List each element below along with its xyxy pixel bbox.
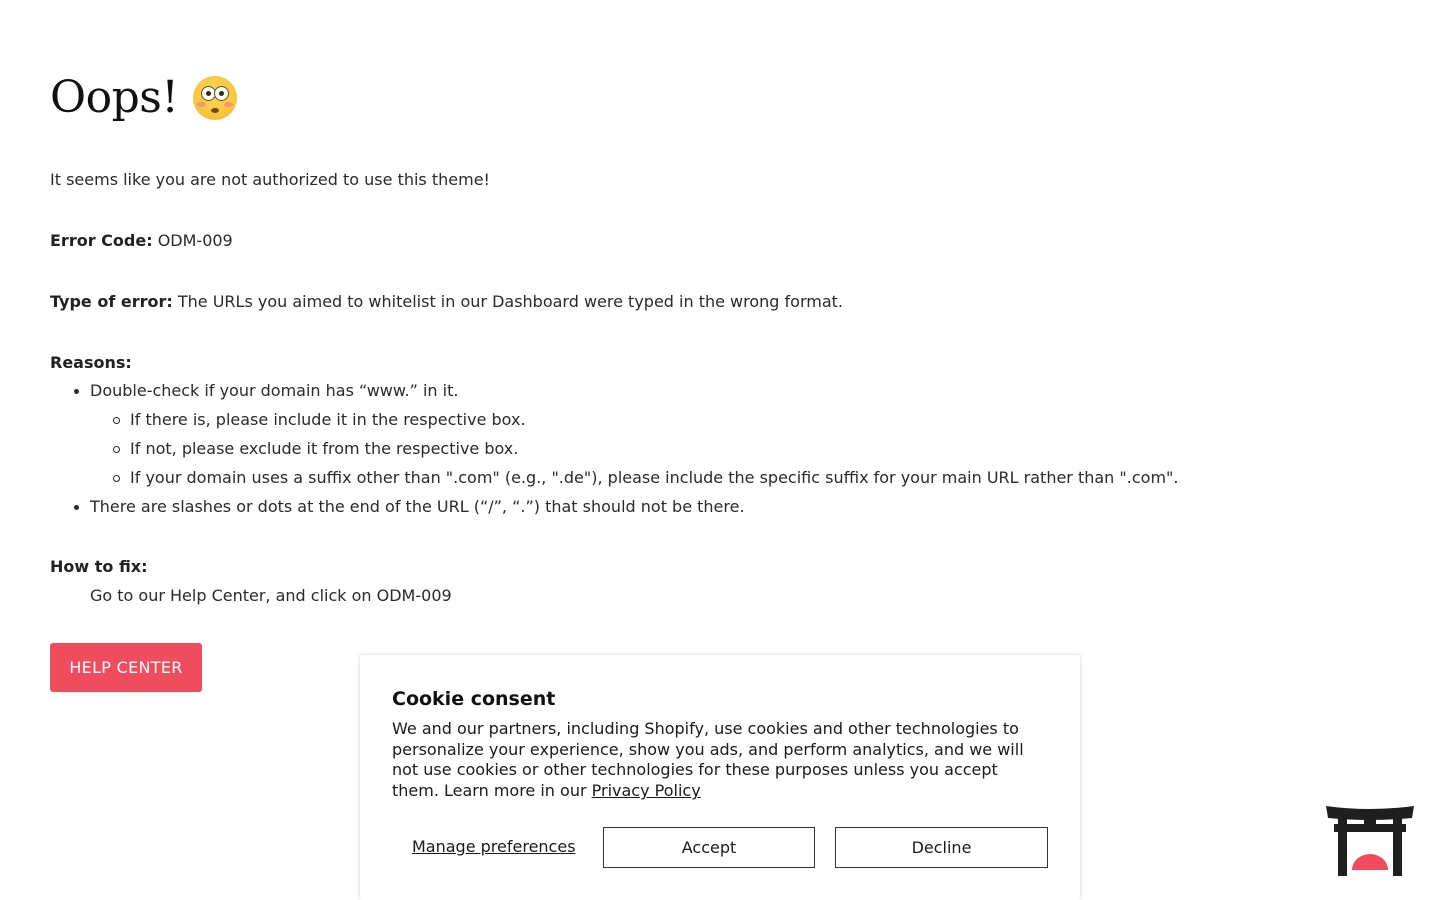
list-item: Double-check if your domain has “www.” in it. [50,381,1178,410]
list-item: If your domain uses a suffix other than ".com" (e.g., ".de"), please include the specific suffix for your main URL rather than ".com". [50,468,1178,497]
list-item: There are slashes or dots at the end of the URL (“/”, “.”) that should not be there. [50,497,1178,526]
error-type-line [50,292,843,312]
list-item: If not, please exclude it from the respective box. [50,439,1178,468]
reasons-list [50,381,1178,526]
cookie-title: Cookie consent [392,688,556,710]
error-code-label: Error Code: [50,231,153,250]
decline-button[interactable]: Decline [835,827,1048,868]
reasons-heading: Reasons: [50,353,132,372]
how-to-fix-heading: How to fix: [50,557,148,576]
torii-gate-icon[interactable] [1326,804,1414,878]
error-code-value: ODM-009 [157,231,233,250]
cookie-body-text: We and our partners, including Shopify, use cookies and other technologies to personalize your experience, show you ads, and perform analytics, and we will not use cookies or other technologies for these purposes unless you accept them. Learn more in our [392,719,1024,801]
help-center-button[interactable]: HELP CENTER [50,643,202,692]
error-type-label: Type of error: [50,292,173,311]
cookie-body [392,719,1042,802]
accept-button[interactable]: Accept [603,827,815,868]
cookie-consent-banner [360,655,1080,900]
page-title [50,72,237,124]
manage-preferences-link[interactable]: Manage preferences [412,837,576,856]
error-type-value: The URLs you aimed to whitelist in our Dashboard were typed in the wrong format. [177,292,843,311]
privacy-policy-link[interactable]: Privacy Policy [591,781,701,801]
flushed-face-icon [193,76,237,120]
page-title-text: Oops! [50,72,179,123]
intro-text: It seems like you are not authorized to use this theme! [50,170,490,189]
how-to-fix-text: Go to our Help Center, and click on ODM-009 [90,586,452,605]
error-code-line [50,231,233,251]
list-item: If there is, please include it in the respective box. [50,410,1178,439]
